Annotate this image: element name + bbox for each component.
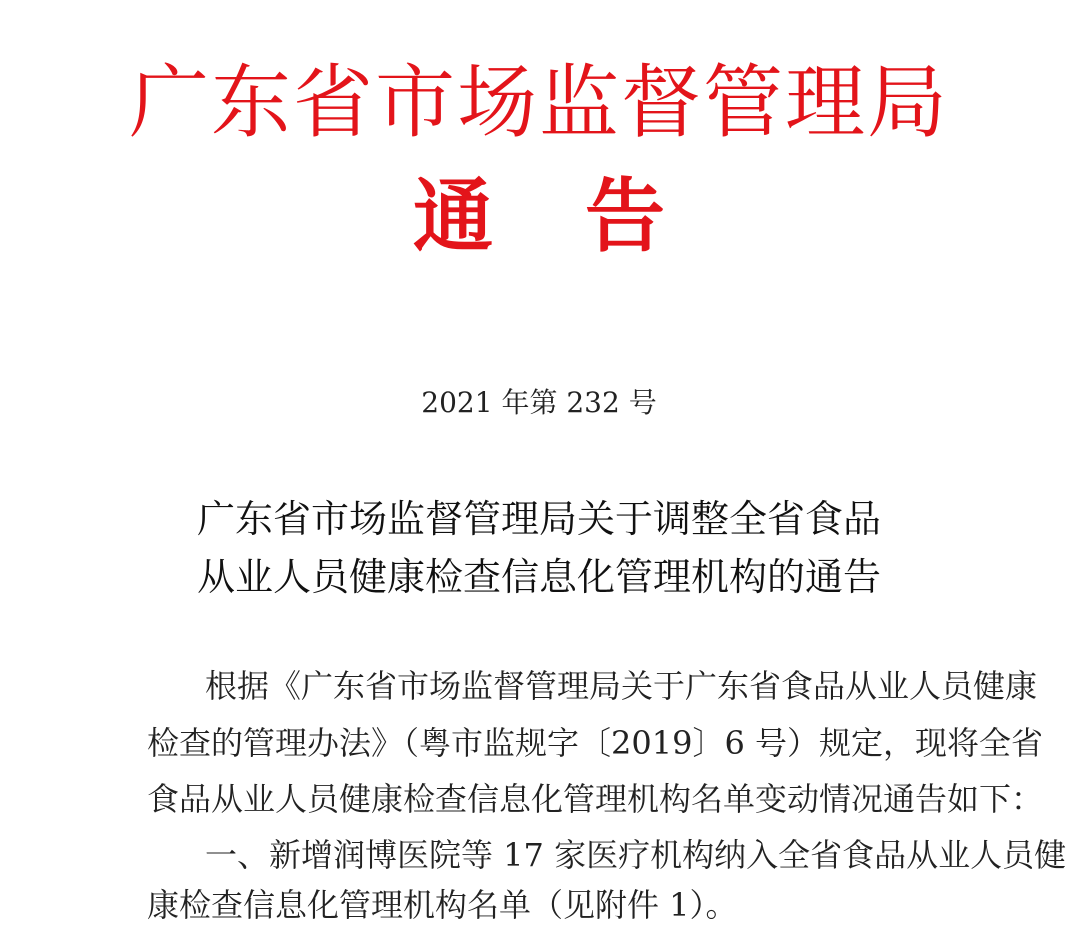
body-line-1: 根据《广东省市场监督管理局关于广东省食品从业人员健康	[205, 667, 1038, 705]
document-type-char-1: 通	[413, 170, 493, 263]
body-line-2: 检查的管理办法》（粤市监规字〔2019〕6 号）规定，现将全省	[147, 724, 1043, 762]
body-line-4: 一、新增润博医院等 17 家医疗机构纳入全省食品从业人员健	[205, 836, 1067, 874]
document-type-header	[0, 172, 1078, 262]
document-number: 2021 年第 232 号	[421, 386, 657, 419]
notice-title-line-2: 从业人员健康检查信息化管理机构的通告	[196, 555, 881, 599]
issuing-organization-header: 广东省市场监督管理局	[129, 56, 949, 149]
document-type-char-2: 告	[585, 170, 665, 263]
notice-title-line-1: 广东省市场监督管理局关于调整全省食品	[196, 497, 881, 541]
body-line-3: 食品从业人员健康检查信息化管理机构名单变动情况通告如下：	[147, 780, 1044, 818]
body-line-5: 康检查信息化管理机构名单（见附件 1）。	[147, 886, 738, 924]
